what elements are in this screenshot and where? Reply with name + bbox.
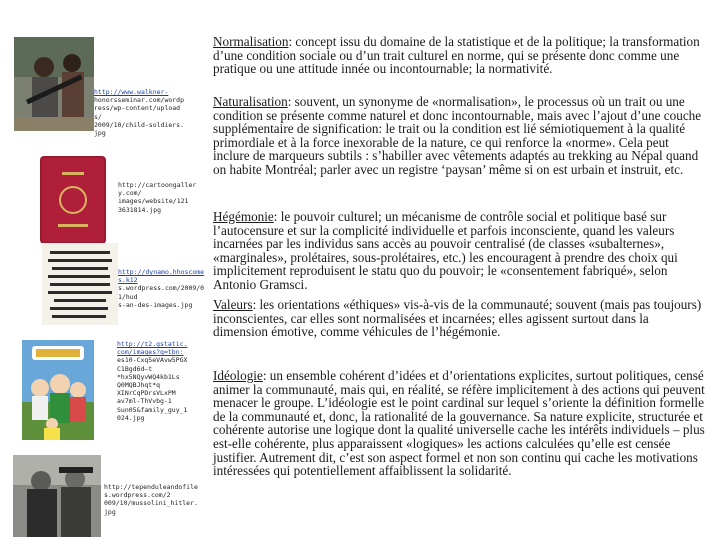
definition-naturalisation: [213, 95, 705, 177]
family-guy-image: [22, 340, 94, 440]
definition-ideologie: [213, 369, 705, 478]
hebrew-source: http://dynamo.hhoscomes.k12 s.wordpress.com/2009/01/hud s-an-des-images.jpg: [118, 268, 205, 309]
definition-hegemonie: [213, 210, 705, 292]
term-normalisation: Normalisation: [213, 34, 289, 49]
term-hegemonie: Hégémonie: [213, 209, 274, 224]
family-guy-link[interactable]: http://t2.gstatic.com/images?q=tbn:: [117, 340, 188, 357]
term-valeurs: Valeurs: [213, 297, 253, 312]
passport-photo: [32, 150, 114, 250]
child-soldiers-photo: [14, 37, 94, 131]
hebrew-text-image: [42, 243, 118, 325]
leaders-source: http://tependuleandofiles.wordpress.com/2 009/10/mussolini_hitler.jpg: [104, 483, 198, 516]
definition-ideologie-text: : un ensemble cohérent d’idées et d’orientations explicites, surtout politiques, censé animer la communauté, mais qui, en réalité, se réfère implicitement à des actions qui peuvent menacer le groupe. L’idéologie est le point cardinal sur lequel s’oriente la définition formelle de la communauté et, donc, la rationalité de la gouvernance. Sa nature explicite, structurée et cohérente autorise une logique dont la qualité universelle cache les intérêts individuels – plus est-elle cohérente, plus apparaissent «logiques» les actions calculées qu’elle est censée justifier. Autrement dit, c’est son aspect formel et non son continu qui cache les motivations intéressées qui potentiellement affaiblissent la solidarité.: [213, 368, 705, 479]
hebrew-link[interactable]: http://dynamo.hhoscomes.k12: [118, 268, 205, 285]
term-naturalisation: Naturalisation: [213, 94, 288, 109]
definition-normalisation-text: : concept issu du domaine de la statistique et de la politique; la transformation d’une condition sociale ou d’un trait culturel en norme, qui se présente donc comme une pratique ou une attitude innée ou incontournable; la normativité.: [213, 34, 700, 77]
definition-naturalisation-text: : souvent, un synonyme de «normalisation», le processus où un trait ou une condition se présente comme naturel et donc incontournable, mais avec l’ajout d’une couche supplémentaire de signification: le trait ou la condition est lié sémiotiquement à la qualité primordiale et à la force inexorable de la nature, ce qui renforce la «norme». Cela peut inclure de marqueurs subtils : s’habiller avec vêtements adaptés au trekking au Népal quand on habite Montréal; parler avec un registre ‘paysan’ même si on est urbain et instruit, etc.: [213, 94, 702, 177]
child-soldiers-link[interactable]: http://www.walkner-: [94, 88, 169, 96]
child-soldiers-source: http://www.walkner- honorsseminar.com/wordpress/wp-content/uploads/ 2009/10/child-soldiers.jpg: [94, 88, 185, 138]
family-guy-source: http://t2.gstatic.com/images?q=tbn: es10-Cxq5eVAvw5PGX C1Bgd6d—t *hx5NQyvWQ4kb1Ls Q0MQBJhqt*q XINrCqPDrsVLxPM av7ml-ThVvbg-1 Sun05&family_guy_1024.jpg: [117, 340, 188, 422]
definition-normalisation: [213, 35, 705, 76]
definition-valeurs: [213, 298, 705, 339]
leaders-photo: [13, 455, 101, 537]
term-ideologie: Idéologie: [213, 368, 263, 383]
passport-source: http://cartoongallery.com/ images/website/121 3631814.jpg: [118, 181, 197, 214]
definition-hegemonie-text: : le pouvoir culturel; un mécanisme de contrôle social et politique basé sur l’autocensure et sur la complicité individuelle et parfois inconsciente, quand les valeurs incarnées par les individus sans accès au pouvoir centralisé (de classes «subalternes», «marginales», prolétaires, sous-prolétaires, etc.) les encouragent à prendre des choix qui implicitement reproduisent le statu quo du pouvoir; le «consentement fabriqué», selon Antonio Gramsci.: [213, 209, 678, 292]
definition-valeurs-text: : les orientations «éthiques» vis-à-vis de la communauté; souvent (mais pas toujours) inconscientes, car elles sont normalisées et incarnées; elles agissent surtout dans la dimension émotive, comme véhicules de l’hégémonie.: [213, 297, 702, 340]
